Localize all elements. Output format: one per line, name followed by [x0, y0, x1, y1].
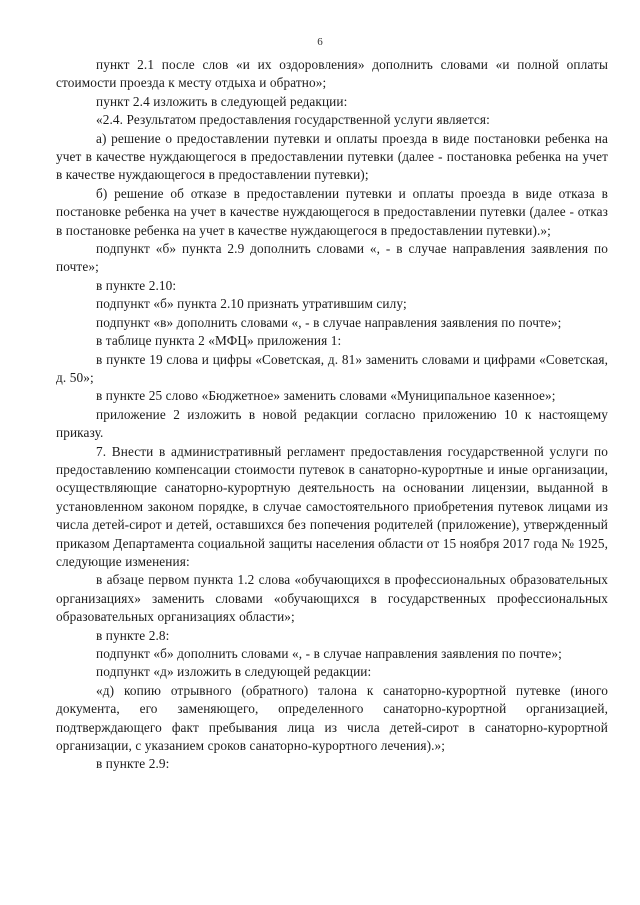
paragraph: 7. Внести в административный регламент предоставления государственной услуги по предоставлению компенсации стоимости путевок в санаторно-курортные и иные организации, осуществляющие санаторно-курортную деятельность на основании лицензии, выданной в установленном законом порядке, в случае самостоятельного приобретения путевок лицами из числа детей-сирот и детей, оставшихся без попечения родителей (приложение), утвержденный приказом Департамента социальной защиты населения области от 15 ноября 2017 года № 1925, следующие изменения: — [56, 443, 608, 569]
paragraph: в пункте 2.9: — [96, 756, 170, 772]
paragraph: в пункте 19 слова и цифры «Советская, д. 81» заменить словами и цифрами «Советская, д. 50»; — [56, 351, 608, 385]
paragraph: «2.4. Результатом предоставления государственной услуги является: — [96, 112, 490, 128]
paragraph: подпункт «б» дополнить словами «, - в случае направления заявления по почте»; — [96, 646, 562, 661]
paragraph: приложение 2 изложить в новой редакции согласно приложению 10 к настоящему приказу. — [56, 406, 608, 441]
paragraph: «д) копию отрывного (обратного) талона к санаторно-курортной путевке (иного документа, его заменяющего, определенного санаторно-курортной организацией, подтверждающего факт пребывания лица из числа детей-сирот в санаторно-курортной организации, с указанием сроков санаторно-курортного лечения).»; — [56, 682, 608, 754]
paragraph: подпункт «б» пункта 2.10 признать утратившим силу; — [96, 296, 407, 312]
paragraph: в таблице пункта 2 «МФЦ» приложения 1: — [96, 333, 342, 349]
paragraph: в пункте 2.10: — [96, 277, 177, 293]
paragraph: подпункт «в» дополнить словами «, - в случае направления заявления по почте»; — [96, 314, 562, 330]
paragraph: подпункт «д» изложить в следующей редакции: — [96, 664, 372, 680]
paragraph: подпункт «б» пункта 2.9 дополнить словами «, - в случае направления заявления по почте»; — [56, 241, 608, 275]
paragraph: в абзаце первом пункта 1.2 слова «обучающихся в профессиональных образовательных организациях» заменить словами «обучающихся в государственных профессиональных образовательных организациях области»; — [56, 572, 608, 625]
document-body — [56, 56, 608, 774]
paragraph: в пункте 2.8: — [96, 627, 170, 643]
paragraph: пункт 2.4 изложить в следующей редакции: — [96, 93, 348, 109]
paragraph: пункт 2.1 после слов «и их оздоровления» дополнить словами «и полной оплаты стоимости проезда к месту отдыха и обратно»; — [56, 57, 608, 91]
paragraph: б) решение об отказе в предоставлении путевки и оплаты проезда в виде отказа в постановке ребенка на учет в качестве нуждающегося в предоставлении путевки (далее - отказ в постановке ребенка на учет в качестве нуждающегося в предоставлении путевки).»; — [56, 185, 608, 238]
page-number: 6 — [317, 36, 323, 48]
paragraph: а) решение о предоставлении путевки и оплаты проезда в виде постановки ребенка на учет в качестве нуждающегося в предоставлении путевки (далее - постановка ребенка на учет в качестве нуждающегося в предоставлении путевки); — [56, 130, 608, 183]
paragraph: в пункте 25 слово «Бюджетное» заменить словами «Муниципальное казенное»; — [96, 388, 556, 404]
